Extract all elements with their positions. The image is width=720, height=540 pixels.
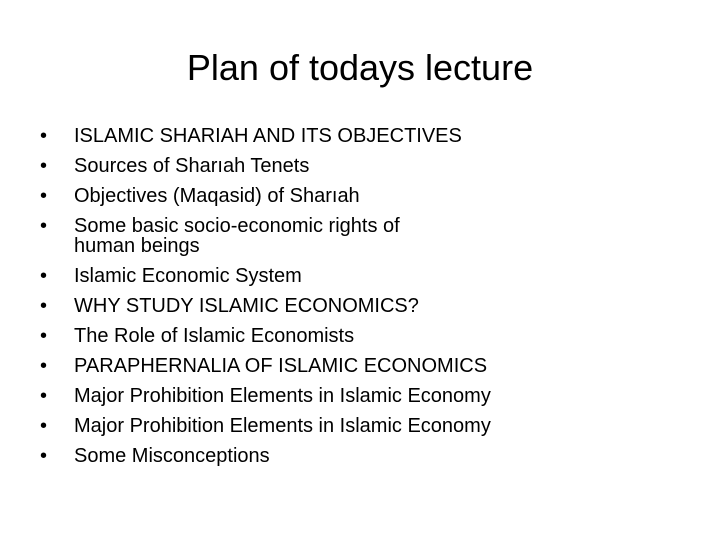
bullet-text: WHY STUDY ISLAMIC ECONOMICS? [74, 295, 419, 317]
bullet-item [40, 356, 600, 376]
bullet-text: Major Prohibition Elements in Islamic Economy [74, 415, 491, 437]
bullet-text: ISLAMIC SHARIAH AND ITS OBJECTIVES [74, 125, 462, 147]
bullet-item [40, 416, 600, 436]
bullet-icon: • [40, 385, 48, 407]
bullet-icon: • [40, 155, 48, 177]
bullet-item [40, 266, 600, 286]
slide-title: Plan of todays lecture [186, 47, 534, 88]
bullet-text: PARAPHERNALIA OF ISLAMIC ECONOMICS [74, 355, 488, 377]
bullet-item [40, 186, 600, 206]
bullet-list [40, 126, 600, 476]
bullet-icon: • [40, 445, 48, 467]
bullet-text: Some basic socio-economic rights of human beings [74, 215, 400, 257]
bullet-icon: • [40, 325, 48, 347]
bullet-text: Islamic Economic System [74, 265, 302, 287]
bullet-icon: • [40, 415, 48, 437]
bullet-item [40, 216, 600, 256]
bullet-icon: • [40, 125, 48, 147]
bullet-item [40, 296, 600, 316]
bullet-icon: • [40, 185, 48, 207]
bullet-item [40, 326, 600, 346]
bullet-text: Sources of Sharıah Tenets [74, 155, 310, 177]
bullet-item [40, 156, 600, 176]
bullet-item [40, 126, 600, 146]
bullet-icon: • [40, 215, 48, 237]
bullet-text: Major Prohibition Elements in Islamic Economy [74, 385, 491, 407]
bullet-text: The Role of Islamic Economists [74, 325, 355, 347]
bullet-item [40, 446, 600, 466]
bullet-text: Objectives (Maqasid) of Sharıah [74, 185, 360, 207]
bullet-text: Some Misconceptions [74, 445, 270, 467]
bullet-item [40, 386, 600, 406]
bullet-icon: • [40, 355, 48, 377]
bullet-icon: • [40, 265, 48, 287]
bullet-icon: • [40, 295, 48, 317]
